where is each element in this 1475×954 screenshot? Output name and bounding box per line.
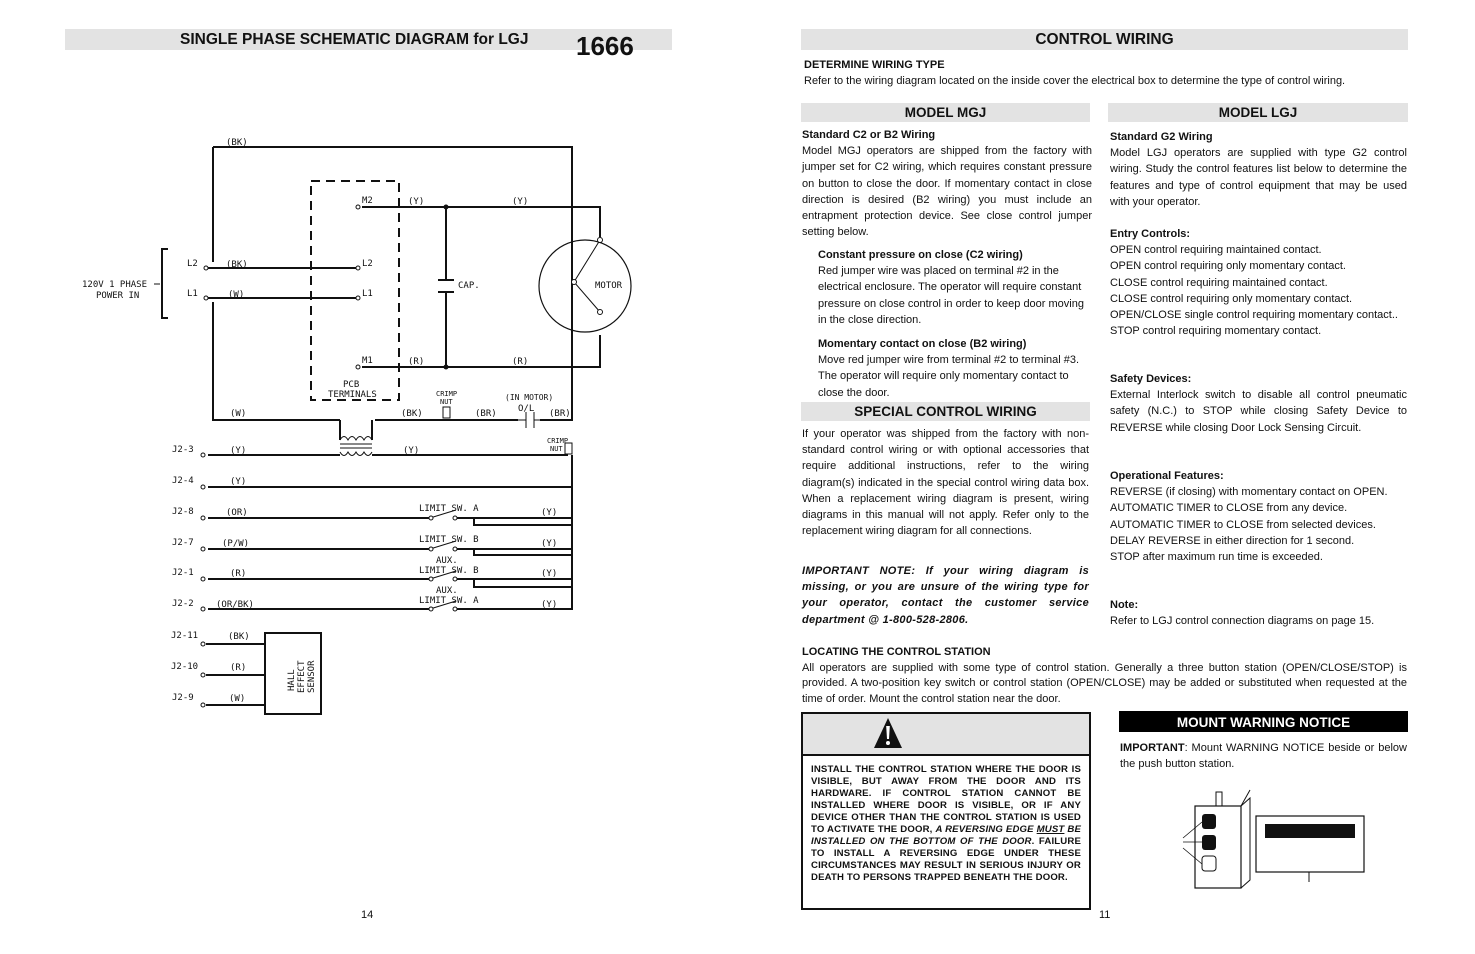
label-y-lb: (Y) xyxy=(541,539,558,549)
label-in-motor: (IN MOTOR) xyxy=(505,393,554,402)
label-y-la: (Y) xyxy=(541,508,558,518)
label-br-2: (BR) xyxy=(549,409,571,419)
label-nut-right: NUT xyxy=(550,445,563,453)
label-y-m2: (Y) xyxy=(408,197,425,207)
label-m2: M2 xyxy=(362,196,373,206)
label-crimp: CRIMP xyxy=(436,390,458,398)
label-bk-j211: (BK) xyxy=(228,632,250,642)
single-phase-schematic xyxy=(0,0,740,900)
operational-item: DELAY REVERSE in either direction for 1 second. xyxy=(1110,534,1355,547)
label-bk-l2: (BK) xyxy=(226,260,248,270)
label-j2-3: J2-3 xyxy=(172,445,194,455)
warning-header xyxy=(803,714,1089,756)
label-limit-b2: LIMIT SW. B xyxy=(419,566,479,576)
label-crimp-right: CRIMP xyxy=(547,437,569,445)
safety-heading: Safety Devices: xyxy=(1110,373,1192,385)
label-hall: HALL xyxy=(287,669,297,691)
label-y-lb2: (Y) xyxy=(541,569,558,579)
station-button-icon xyxy=(1202,835,1216,850)
model-number: 1666 xyxy=(576,31,634,61)
label-j2-9: J2-9 xyxy=(172,693,194,703)
label-j2-7: J2-7 xyxy=(172,538,194,548)
c2-heading: Constant pressure on close (C2 wiring) xyxy=(818,249,1023,261)
mgj-heading: MODEL MGJ xyxy=(904,105,987,120)
label-r-j210: (R) xyxy=(230,663,247,673)
operational-item: AUTOMATIC TIMER to CLOSE from any device. xyxy=(1110,502,1348,515)
label-or-j28: (OR) xyxy=(226,508,248,518)
label-cap: CAP. xyxy=(458,281,480,291)
entry-item: STOP control requiring momentary contact. xyxy=(1110,325,1322,338)
entry-item: OPEN control requiring maintained contact. xyxy=(1110,244,1322,257)
mgj-subheading: Standard C2 or B2 Wiring xyxy=(802,129,936,141)
entry-item: OPEN control requiring only momentary contact. xyxy=(1110,260,1346,273)
label-terminals: TERMINALS xyxy=(328,390,377,400)
label-y-j23: (Y) xyxy=(230,446,247,456)
operational-item: AUTOMATIC TIMER to CLOSE from selected devices. xyxy=(1110,518,1376,531)
mount-important-label: IMPORTANT xyxy=(1120,742,1185,754)
label-br-1: (BR) xyxy=(475,409,497,419)
important-note: IMPORTANT NOTE: If your wiring diagram is missing, or you are unsure of the wiring type for your operator, contact the customer service department @ 1-800-528-2806. xyxy=(802,565,1089,626)
mgj-heading-bar xyxy=(801,103,1090,122)
mgj-text: Model MGJ operators are shipped from the factory with jumper set for C2 wiring, which requires constant pressure on button to close the door. If momentary contact in close direction is desired (B2 wiring) you must include an entrapment protection device. See close control jumper setting below. xyxy=(802,145,1092,239)
station-button-icon xyxy=(1202,856,1216,871)
lgj-heading-bar xyxy=(1108,103,1408,122)
label-m1: M1 xyxy=(362,356,373,366)
label-w-bottom: (W) xyxy=(230,409,247,419)
entry-item: CLOSE control requiring only momentary contact. xyxy=(1110,292,1353,305)
label-w-j29: (W) xyxy=(229,694,246,704)
entry-item: OPEN/CLOSE single control requiring momentary contact.. xyxy=(1110,309,1398,322)
c2-text: Red jumper wire was placed on terminal #2 in the electrical enclosure. The operator will require constant pressure on close control in order to keep door moving in the close direction. xyxy=(818,265,1084,326)
mount-heading-bar xyxy=(1119,711,1408,732)
mount-text: : Mount WARNING NOTICE beside or below the push button station. xyxy=(1120,742,1407,771)
label-pcb-l2: L2 xyxy=(362,259,373,269)
b2-heading: Momentary contact on close (B2 wiring) xyxy=(818,338,1027,350)
special-heading: SPECIAL CONTROL WIRING xyxy=(854,404,1037,419)
label-y-right: (Y) xyxy=(512,197,529,207)
label-limit-a: LIMIT SW. A xyxy=(419,504,479,514)
locating-text: All operators are supplied with some type of control station. Generally a three button station (OPEN/CLOSE/STOP) is provided. A two-position key switch or control station (OPEN/CLOSE) may be added or substituted when requested at the time of order. Mount the control station near the door. xyxy=(802,661,1407,705)
warning-text: INSTALL THE CONTROL STATION WHERE THE DOOR IS VISIBLE, BUT AWAY FROM THE DOOR AND ITS HARDWARE. IF CONTROL STATION CANNOT BE INSTALLED WHERE DOOR IS VISIBLE, OR IF ANY DEVICE OTHER THAN THE CONTROL STATION IS USED TO ACTIVATE THE DOOR, A REVERSING EDGE MUST BE INSTALLED ON THE BOTTOM OF THE DOOR. FAILURE TO INSTALL A REVERSING EDGE UNDER THESE CIRCUMSTANCES MAY RESULT IN SERIOUS INJURY OR DEATH TO PERSONS TRAPPED BENEATH THE DOOR. xyxy=(811,764,1081,883)
operational-item: STOP after maximum run time is exceeded. xyxy=(1110,551,1323,564)
label-power-2: POWER IN xyxy=(96,291,140,301)
right-title-bar xyxy=(801,29,1408,50)
label-bk-bottom: (BK) xyxy=(401,409,423,419)
safety-text: External Interlock switch to disable all control pneumatic safety (N.C.) to STOP while closing Safety Device to REVERSE while closing Door Lock Sensing Circuit. xyxy=(1110,389,1407,434)
label-nut: NUT xyxy=(440,398,453,406)
lgj-heading: MODEL LGJ xyxy=(1218,105,1298,120)
label-pcb-l1: L1 xyxy=(362,289,373,299)
operational-heading: Operational Features: xyxy=(1110,470,1224,482)
label-r-m1: (R) xyxy=(408,357,425,367)
label-aux-1: AUX. xyxy=(436,556,458,566)
note-heading: Note: xyxy=(1110,599,1139,611)
label-bk-top: (BK) xyxy=(226,138,248,148)
label-limit-a2: LIMIT SW. A xyxy=(419,596,479,606)
label-j2-2: J2-2 xyxy=(172,599,194,609)
warning-box xyxy=(801,712,1091,910)
special-text: If your operator was shipped from the factory with non-standard control wiring or with optional accessories that require additional instructions, refer to the wiring diagram(s) indicated in the special control wiring data box. When a replacement wiring diagram is present, wiring diagrams in this manual will not apply. Refer only to the replacement wiring diagram for all connections. xyxy=(802,428,1089,538)
right-page-title: CONTROL WIRING xyxy=(1035,31,1174,48)
station-button-icon xyxy=(1202,814,1216,829)
determine-text: Refer to the wiring diagram located on the inside cover the electrical box to determine the type of control wiring. xyxy=(804,75,1346,88)
label-sensor: SENSOR xyxy=(307,660,317,693)
label-pw-j27: (P/W) xyxy=(222,539,250,549)
label-power-1: 120V 1 PHASE xyxy=(82,280,148,290)
determine-heading: DETERMINE WIRING TYPE xyxy=(804,59,945,71)
special-heading-bar xyxy=(801,402,1090,421)
label-w-l1: (W) xyxy=(228,290,245,300)
mount-heading: MOUNT WARNING NOTICE xyxy=(1176,715,1351,730)
label-j2-4: J2-4 xyxy=(172,476,194,486)
label-y-j23b: (Y) xyxy=(403,446,420,456)
label-aux-2: AUX. xyxy=(436,586,458,596)
label-r-right: (R) xyxy=(512,357,529,367)
label-j2-10: J2-10 xyxy=(171,662,199,672)
entry-item: CLOSE control requiring maintained contact. xyxy=(1110,276,1328,289)
label-l1: L1 xyxy=(187,289,198,299)
label-orbk-j22: (OR/BK) xyxy=(216,600,254,610)
b2-text: Move red jumper wire from terminal #2 to terminal #3. The operator will require only momentary contact to close the door. xyxy=(818,354,1080,399)
label-effect: EFFECT xyxy=(297,660,307,693)
label-ol: O/L xyxy=(518,404,535,414)
label-y-la2: (Y) xyxy=(541,600,558,610)
label-y-j24: (Y) xyxy=(230,477,247,487)
entry-heading: Entry Controls: xyxy=(1110,228,1191,240)
warning-triangle-icon xyxy=(873,717,903,749)
label-j2-11: J2-11 xyxy=(171,631,199,641)
left-page-number: 14 xyxy=(361,909,374,921)
label-motor: MOTOR xyxy=(595,281,623,291)
control-station-illustration xyxy=(1178,780,1373,895)
note-text: Refer to LGJ control connection diagrams on page 15. xyxy=(1110,615,1375,628)
label-r-j21: (R) xyxy=(230,569,247,579)
locating-heading: LOCATING THE CONTROL STATION xyxy=(802,646,991,658)
operational-item: REVERSE (if closing) with momentary contact on OPEN. xyxy=(1110,486,1388,499)
label-limit-b: LIMIT SW. B xyxy=(419,535,479,545)
right-page-number: 11 xyxy=(1099,909,1111,921)
label-pcb: PCB xyxy=(343,380,360,390)
label-j2-8: J2-8 xyxy=(172,507,194,517)
lgj-subheading: Standard G2 Wiring xyxy=(1110,131,1213,143)
lgj-text: Model LGJ operators are supplied with type G2 control wiring. Study the control features list below to determine the features and type of control equipment that may be used with your operator. xyxy=(1110,147,1407,208)
left-page-title: SINGLE PHASE SCHEMATIC DIAGRAM for LGJ xyxy=(180,31,529,48)
label-l2: L2 xyxy=(187,259,198,269)
label-j2-1: J2-1 xyxy=(172,568,194,578)
